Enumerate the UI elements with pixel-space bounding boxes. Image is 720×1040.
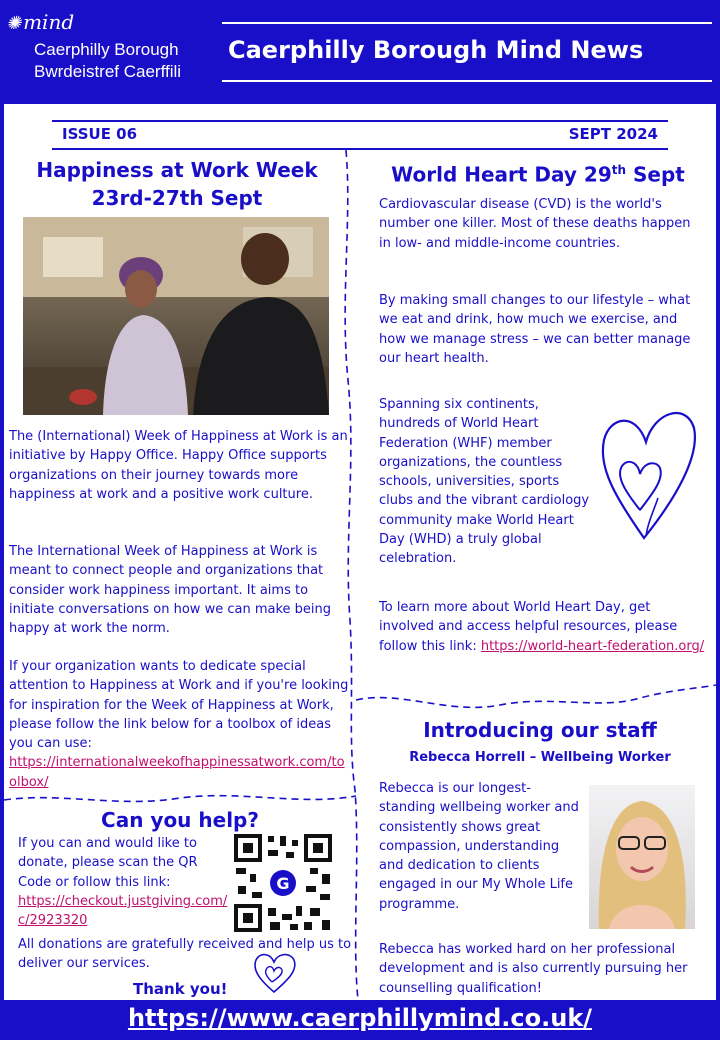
heart-day-para2: By making small changes to our lifestyle – what we eat and drink, how much we exercise, and how we manage stress – we can better manage our heart health. (379, 293, 691, 366)
help-title: Can you help? (101, 808, 259, 832)
heart-day-para3: Spanning six continents, hundreds of World Heart Federation (WHF) member organizations, the countless schools, universities, sports clubs and the vibrant cardiology community make World Heart Day (WHD) a truly global celebration. (379, 397, 590, 567)
happiness-para1: The (International) Week of Happiness at Work is an initiative by Happy Office. Happy Office supports organizations on their journey towards more happiness at work and a positive work culture. (9, 429, 348, 502)
logo-brand: ✺ mind (6, 10, 75, 34)
header-bottom-rule (222, 80, 712, 82)
staff-title: Introducing our staff (423, 718, 657, 742)
mind-mark-icon: ✺ (6, 13, 22, 34)
qr-center-letter: G (276, 874, 290, 893)
world-heart-link[interactable]: https://world-heart-federation.org/ (480, 638, 705, 654)
happiness-para2: The International Week of Happiness at Work is meant to connect people and organizations that consider work happiness important. It aims to initiate conversations on how we can make being happy at work the norm. (9, 544, 331, 637)
header (0, 0, 720, 104)
newsletter-title: Caerphilly Borough Mind News (228, 36, 644, 64)
small-heart-icon (250, 948, 300, 996)
heart-day-para4: To learn more about World Heart Day, get involved and access helpful resources, please follow this link: https://world-heart-federation.org/ (379, 600, 705, 654)
staff-para2: Rebecca has worked hard on her professional development and is also currently pursuing her counselling qualification! (379, 942, 688, 996)
staff-name: Rebecca Horrell – Wellbeing Worker (409, 750, 671, 765)
happiness-photo (23, 217, 329, 415)
justgiving-link[interactable]: https://checkout.justgiving.com/c/2923320 (18, 893, 228, 929)
staff-para1: Rebecca is our longest-standing wellbeing worker and consistently shows great compassion, understanding and dedication to clients engaged in our My Whole Life programme. (379, 781, 579, 912)
heart-day-title: World Heart Day 29th Sept (391, 162, 685, 187)
issue-bar (52, 120, 668, 150)
issue-date: SEPT 2024 (568, 125, 658, 143)
staff-portrait-illustration (589, 785, 695, 929)
help-para2: All donations are gratefully received and help us to deliver our services. (18, 937, 352, 972)
staff-photo (589, 785, 695, 929)
logo-org-line1: Caerphilly Borough (34, 40, 179, 59)
help-para1: If you can and would like to donate, please scan the QR Code or follow this link: https://checkout.justgiving.com/c/2923320 (18, 836, 228, 929)
heart-doodle-icon (596, 398, 700, 548)
happiness-para3: If your organization wants to dedicate special attention to Happiness at Work and if you're looking for inspiration for the Week of Happiness at Work, please follow the link below for a toolbox of ideas you can use: https://internationalweekofhappinessatwork.com/toolbox/ (9, 659, 349, 790)
happiness-toolbox-link[interactable]: https://internationalweekofhappinessatwork.com/toolbox/ (9, 755, 345, 790)
header-top-rule (222, 22, 712, 24)
thank-you-text: Thank you! (133, 980, 228, 998)
issue-number: ISSUE 06 (62, 125, 138, 143)
logo-org-line2: Bwrdeistref Caerffili (34, 62, 182, 81)
heart-day-para1: Cardiovascular disease (CVD) is the world's number one killer. Most of these deaths happen in low- and middle-income countries. (379, 197, 691, 251)
website-link[interactable]: https://www.caerphillymind.co.uk/ (127, 1004, 593, 1032)
mind-logo[interactable] (6, 10, 216, 90)
qr-code[interactable] (234, 834, 332, 932)
happiness-title: Happiness at Work Week 23rd-27th Sept (36, 158, 318, 210)
people-cooking-illustration (23, 217, 329, 415)
